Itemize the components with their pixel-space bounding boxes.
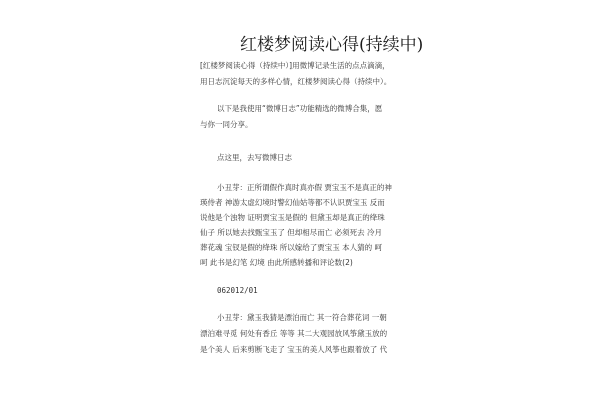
share-line: 与你一同分享。: [200, 120, 253, 129]
post-line: 仙子 所以她去找甄宝玉了 但却相尽而亡 必须死去 冷月: [200, 228, 383, 237]
post-line: 小丑芽：黛玉我猜是漂泊而亡 其一符合葬花词 一朝: [217, 313, 387, 322]
post-line: 呵 此书是幻笔 幻境 由此所感转播和评论数(2): [200, 258, 353, 267]
post-line: 是个美人 后来剪断飞走了 宝玉的美人风筝也跟着放了 代: [200, 345, 388, 354]
intro-line: [红楼梦阅读心得（持续中）]用微博记录生活的点点滴滴，: [200, 61, 390, 70]
post-line: 葬花魂 宝钗是假的绛珠 所以嫁给了贾宝玉 本人猜的 呵: [200, 243, 383, 252]
write-diary-link[interactable]: [217, 153, 430, 163]
share-line: 以下是我使用“微博日志”功能精选的微博合集，愿: [217, 104, 383, 113]
intro-line: 用日志沉淀每天的多样心情，红楼梦阅读心得（持续中）。: [200, 77, 392, 86]
post-line: 瑛侍者 神游太虚幻境时警幻仙姑等都不认识贾宝玉 反而: [200, 198, 385, 207]
page-title: 红楼梦阅读心得(持续中): [240, 35, 424, 55]
post-line: 小丑芽：正所谓假作真时真亦假 贾宝玉不是真正的神: [217, 183, 392, 192]
post-date: 062012/01: [217, 286, 258, 295]
post-line: 说他是个浊物 证明贾宝玉是假的 但黛玉却是真正的绛珠: [200, 213, 385, 222]
write-diary-link-label[interactable]: 点这里，去写微博日志: [217, 153, 292, 162]
post-line: 漂泊难寻觅 何处有香丘 等等 其二大观园放风筝黛玉放的: [200, 329, 388, 338]
